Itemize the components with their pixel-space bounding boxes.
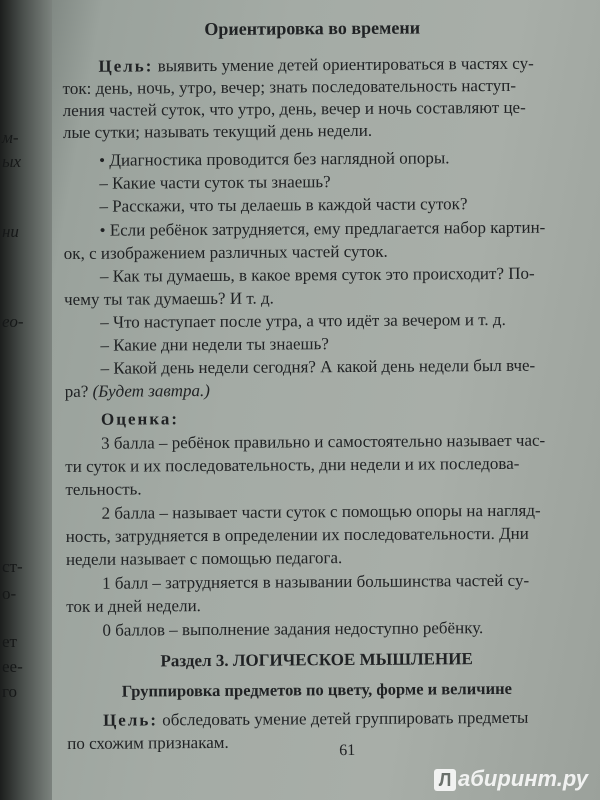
answer-italic: (Будет завтра.) — [88, 380, 210, 401]
goal2-text: обследовать умение детей группировать предметы — [157, 707, 529, 730]
fragment: ет — [2, 632, 17, 651]
body-line: – Как ты думаешь, в какое время суток это происходит? По- — [99, 263, 535, 286]
goal-line: лые сутки; называть текущий день недели. — [62, 120, 373, 142]
fragment: ее- — [2, 657, 23, 676]
subsection-heading: Группировка предметов по цвету, форме и величине — [121, 678, 512, 701]
body-line: • Если ребёнок затрудняется, ему предлагается набор картин- — [99, 217, 546, 240]
fragment: ни — [2, 222, 19, 241]
book-page — [62, 0, 588, 800]
goal2-line — [67, 706, 567, 731]
fragment: ео- — [2, 312, 24, 331]
body-line: • Диагностика проводится без наглядной опоры. — [99, 148, 450, 170]
score-line: ток и дней недели. — [66, 596, 201, 616]
score-line: 2 балла – называет части суток с помощью опоры на нагляд- — [101, 500, 541, 523]
score-line: ти суток и их последовательность, дни недели и их последова- — [65, 453, 520, 476]
watermark-text: абиринт.ру — [458, 766, 588, 791]
answer-line — [65, 378, 565, 403]
score-line: ность, затрудняется в определении их последовательности. Дни — [65, 523, 529, 546]
body-line: – Что наступает после утра, а что идёт за вечером и т. д. — [100, 309, 506, 332]
score-line: 1 балл – затрудняется в назывании большинства частей су- — [102, 570, 530, 593]
page-number: 61 — [339, 741, 356, 760]
body-line: – Какие части суток ты знаешь? — [99, 172, 331, 193]
watermark-logo-icon: Л — [434, 769, 456, 791]
body-line: – Расскажи, что ты делаешь в каждой части суток? — [99, 194, 468, 216]
goal2-label: Цель: — [102, 710, 159, 730]
previous-page-fragments — [0, 0, 30, 800]
fragment: ых — [2, 152, 22, 171]
goal-label: Цель: — [98, 56, 154, 76]
labirint-watermark — [434, 766, 588, 792]
score-line: тельность. — [65, 479, 142, 499]
score-line: недели называет с помощью педагога. — [65, 548, 343, 569]
fragment: м- — [2, 128, 19, 147]
score-line: 0 баллов – выполнение задания недоступно ребёнку. — [102, 618, 484, 640]
fragment: ст- — [2, 557, 23, 576]
body-line: чему ты так думаешь? И т. д. — [64, 288, 274, 309]
goal-text: выявить умение детей ориентироваться в частях су- — [153, 53, 534, 76]
score-line: 3 балла – ребёнок правильно и самостоятельно называет час- — [101, 430, 546, 453]
score-label-line — [65, 405, 565, 430]
goal-line: ления частей суток, что утро, день, вечер и ночь составляют це- — [62, 97, 526, 120]
page-title: Ориентировка во времени — [204, 17, 421, 40]
fragment: о- — [2, 584, 17, 603]
body-line: – Какой день недели сегодня? А какой день недели был вче- — [100, 355, 536, 378]
section-heading: Раздел 3. ЛОГИЧЕСКОЕ МЫШЛЕНИЕ — [160, 649, 473, 671]
goal-line: ток: день, ночь, утро, вечер; знать последовательность наступ- — [62, 75, 517, 98]
body-line: – Какие дни недели ты знаешь? — [100, 334, 329, 355]
body-line: ок, с изображением различных частей суток. — [63, 241, 388, 263]
score-label: Оценка: — [100, 409, 180, 429]
goal2-line: по схожим признакам. — [67, 732, 229, 753]
fragment: го — [2, 682, 18, 701]
answer-text: ра? — [64, 381, 89, 401]
